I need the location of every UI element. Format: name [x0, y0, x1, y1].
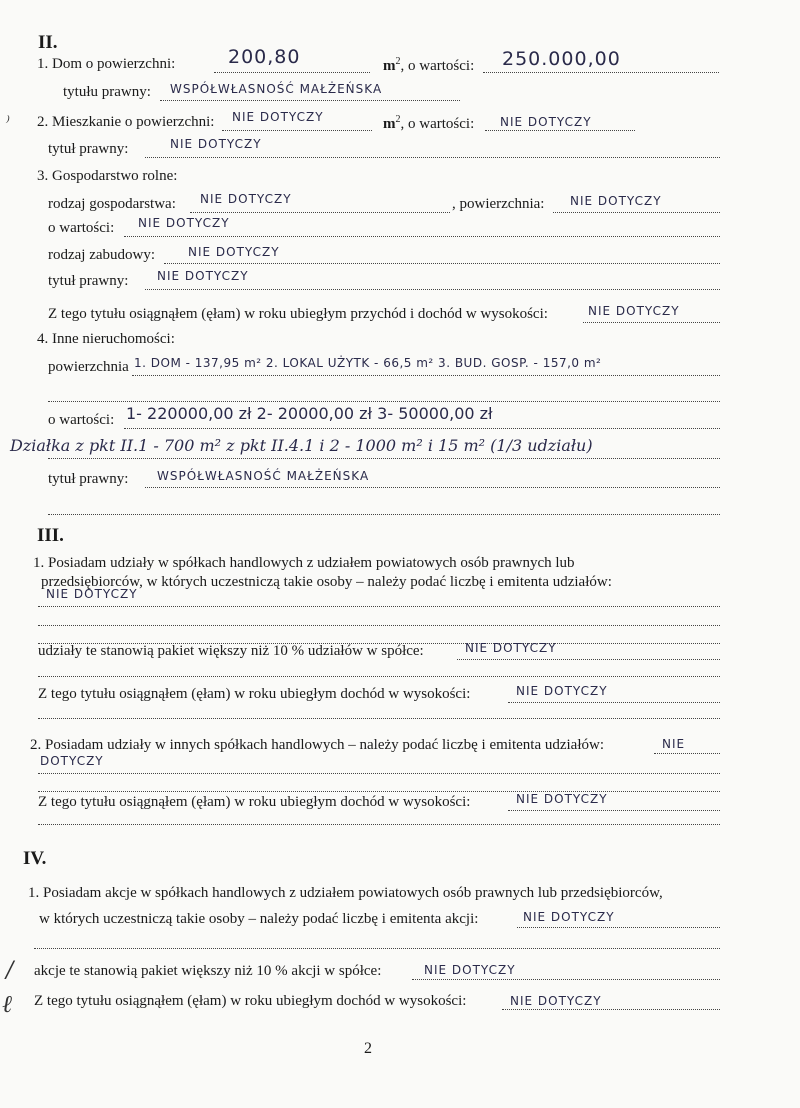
farm-area-line [553, 212, 720, 213]
s3-q2-income-value: NIE DOTYCZY [516, 792, 608, 806]
s3-q1-line2: przedsiębiorców, w których uczestniczą takie osoby – należy podać liczbę i emitenta udziałów: [41, 574, 612, 590]
s3-q1-income-line [508, 702, 720, 703]
farm-income-line [583, 322, 720, 323]
s3-q2-income-line-2 [38, 824, 720, 825]
flat-value-line [485, 130, 635, 131]
farm-label: 3. Gospodarstwo rolne: [37, 168, 178, 184]
house-area-line [214, 72, 370, 73]
s3-q1-income-label: Z tego tytułu osiągnąłem (ęłam) w roku ubiegłym dochód w wysokości: [38, 686, 471, 702]
s4-pkg-value: NIE DOTYCZY [424, 963, 516, 977]
s3-q2-line [654, 753, 720, 754]
house-value-label: $m^2$, o wartości: [383, 56, 475, 74]
s3-q1-pkg-label: udziały te stanowią pakiet większy niż 10 % udziałów w spółce: [38, 643, 424, 659]
farm-title-line [145, 289, 720, 290]
s3-q2-label: 2. Posiadam udziały w innych spółkach handlowych – należy podać liczbę i emitenta udziałów: [30, 737, 604, 753]
other-area-line-2 [48, 401, 720, 402]
margin-slash-mark: / [6, 958, 14, 983]
s3-q2-income-label: Z tego tytułu osiągnąłem (ęłam) w roku ubiegłym dochód w wysokości: [38, 794, 471, 810]
farm-income-value: NIE DOTYCZY [588, 304, 680, 318]
other-area-value: 1. DOM - 137,95 m² 2. LOKAL UŻYTK - 66,5 m² 3. BUD. GOSP. - 157,0 m² [134, 356, 602, 370]
margin-tick-mark: ⁾ [6, 112, 10, 131]
s3-q2-answer-b: DOTYCZY [40, 754, 104, 768]
s4-income-label: Z tego tytułu osiągnąłem (ęłam) w roku ubiegłym dochód w wysokości: [34, 993, 467, 1009]
house-area-value: 200,80 [228, 46, 301, 68]
farm-area-label: , powierzchnia: [452, 196, 545, 212]
s3-q2-income-line [508, 810, 720, 811]
other-title-label: tytuł prawny: [48, 471, 129, 487]
farm-value-line [124, 236, 720, 237]
house-area-label: 1. Dom o powierzchni: [37, 56, 176, 72]
other-value-label: o wartości: [48, 412, 115, 428]
margin-initials-mark: ℓ [2, 990, 12, 1018]
s3-q1-pkg-line-2 [38, 676, 720, 677]
s4-q1-line-2 [34, 948, 720, 949]
farm-value-label: o wartości: [48, 220, 115, 236]
other-title-line [145, 487, 720, 488]
s4-income-line [502, 1009, 720, 1010]
section-iv-heading: IV. [23, 848, 47, 869]
s4-q1-answer: NIE DOTYCZY [523, 910, 615, 924]
s3-q1-line1: 1. Posiadam udziały w spółkach handlowych z udziałem powiatowych osób prawnych lub [33, 555, 575, 571]
s3-q1-income-value: NIE DOTYCZY [516, 684, 608, 698]
page-number: 2 [364, 1040, 372, 1057]
s3-q1-answer: NIE DOTYCZY [46, 587, 138, 601]
flat-area-value: NIE DOTYCZY [232, 110, 324, 124]
other-value-line [124, 428, 720, 429]
farm-type-value: NIE DOTYCZY [200, 192, 292, 206]
section-iii-heading: III. [37, 525, 64, 546]
s4-income-value: NIE DOTYCZY [510, 994, 602, 1008]
farm-build-label: rodzaj zabudowy: [48, 247, 156, 263]
other-title-value: WSPÓŁWŁASNOŚĆ MAŁŻEŃSKA [157, 469, 370, 483]
house-title-line [160, 100, 460, 101]
flat-title-line [145, 157, 720, 158]
farm-type-line [190, 212, 450, 213]
other-extra-line [48, 458, 720, 459]
s3-q2-line-2 [38, 773, 720, 774]
s3-q1-pkg-value: NIE DOTYCZY [465, 641, 557, 655]
farm-build-value: NIE DOTYCZY [188, 245, 280, 259]
farm-value: NIE DOTYCZY [138, 216, 230, 230]
other-area-line [132, 375, 720, 376]
s3-q1-pkg-line [457, 659, 720, 660]
s3-q1-line-b [38, 625, 720, 626]
farm-income-label: Z tego tytułu osiągnąłem (ęłam) w roku ubiegłym przychód i dochód w wysokości: [48, 306, 548, 322]
house-value: 250.000,00 [502, 48, 621, 70]
farm-title-value: NIE DOTYCZY [157, 269, 249, 283]
other-title-line-2 [48, 514, 720, 515]
s3-q1-income-line-2 [38, 718, 720, 719]
house-title-value: WSPÓŁWŁASNOŚĆ MAŁŻEŃSKA [170, 82, 383, 96]
house-value-line [483, 72, 719, 73]
farm-type-label: rodzaj gospodarstwa: [48, 196, 176, 212]
other-value: 1- 220000,00 zł 2- 20000,00 zł 3- 50000,00 zł [126, 404, 493, 423]
other-extra-note: Działka z pkt II.1 - 700 m² z pkt II.4.1 i 2 - 1000 m² i 15 m² (1/3 udziału) [10, 436, 593, 455]
farm-title-label: tytuł prawny: [48, 273, 129, 289]
s4-pkg-line [412, 979, 720, 980]
farm-area-value: NIE DOTYCZY [570, 194, 662, 208]
flat-title-value: NIE DOTYCZY [170, 137, 262, 151]
flat-value: NIE DOTYCZY [500, 115, 592, 129]
flat-area-line [222, 130, 372, 131]
flat-value-label: $m^2$, o wartości: [383, 114, 475, 132]
s3-q2-answer-a: NIE [662, 737, 686, 751]
s4-q1-line1: 1. Posiadam akcje w spółkach handlowych z udziałem powiatowych osób prawnych lub przedsiębiorców, [28, 885, 663, 901]
other-area-label: powierzchnia [48, 359, 129, 375]
s4-q1-line2: w których uczestniczą takie osoby – należy podać liczbę i emitenta akcji: [39, 911, 479, 927]
section-ii-heading: II. [38, 32, 58, 53]
farm-build-line [164, 263, 720, 264]
flat-area-label: 2. Mieszkanie o powierzchni: [37, 114, 215, 130]
s3-q2-line-3 [38, 791, 720, 792]
s4-q1-line [517, 927, 720, 928]
house-title-label: tytułu prawny: [63, 84, 151, 100]
s4-pkg-label: akcje te stanowią pakiet większy niż 10 % akcji w spółce: [34, 963, 382, 979]
other-property-label: 4. Inne nieruchomości: [37, 331, 175, 347]
s3-q1-line-a [38, 606, 720, 607]
flat-title-label: tytuł prawny: [48, 141, 129, 157]
